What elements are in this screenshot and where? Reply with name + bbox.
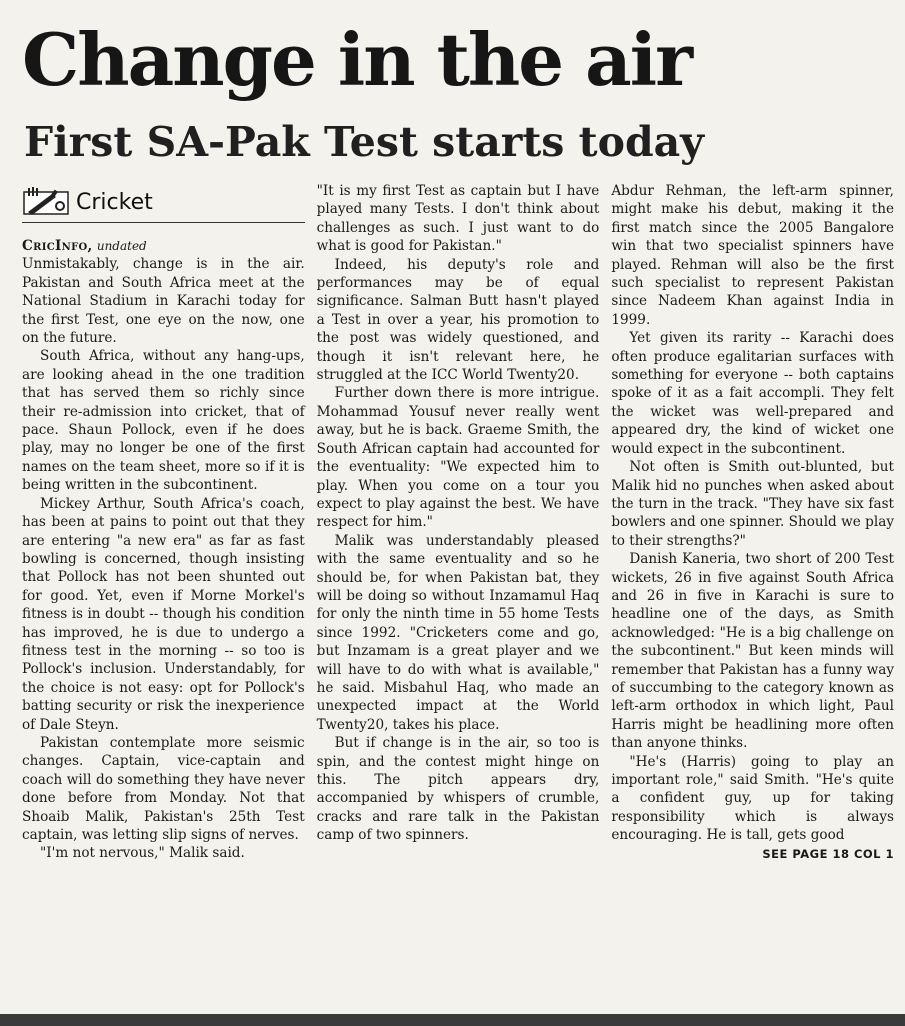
- paragraph: Abdur Rehman, the left-arm spinner, might make his debut, making it the first match since the 2005 Bangalore win that two specialist spinners have played. Rehman will also be the first such specialist to represent Pakistan since Nadeem Khan against India in 1999.: [611, 183, 895, 328]
- byline-dateline: undated: [96, 239, 147, 253]
- paragraph: Malik was understandably pleased with the same eventuality and so he should be, for when Pakistan bat, they will be doing so without Inzamamul Haq for only the ninth time in 55 home Tests since 1992. "Cricketers come and go, but Inzamam is a great player and we will have to do with what is available," he said. Misbahul Haq, who made an unexpected impact at the World Twenty20, takes his place.: [316, 532, 600, 733]
- paragraph: Mickey Arthur, South Africa's coach, has been at pains to point out that they are entering "a new era" as far as fast bowling is concerned, though insisting that Pollock has not been shunted out for good. Yet, even if Morne Morkel's fitness is in doubt -- though his condition has improved, he is due to undergo a fitness test in the morning -- so too is Pollock's inclusion. Understandably, for the choice is not easy: opt for Pollock's batting security or risk the inexperience of Dale Steyn.: [22, 495, 305, 733]
- subheadline: First SA-Pak Test starts today: [24, 118, 705, 166]
- paragraph: "It is my first Test as captain but I have played many Tests. I don't think about challenges as such. I just want to do what is good for Pakistan.": [316, 183, 600, 255]
- paragraph: Danish Kaneria, two short of 200 Test wickets, 26 in five against South Africa and 26 in five in Karachi is sure to headline one of the days, as Smith acknowledged: "He is a big challenge on the subcontinent." But keen minds will remember that Pakistan has a funny way of succumbing to the category known as left-arm orthodox in which light, Paul Harris might be headlining more often than anyone thinks.: [611, 551, 895, 752]
- cricket-bat-icon: [22, 186, 70, 218]
- paragraph: "He's (Harris) going to play an important role," said Smith. "He's quite a confident guy, up for taking responsibility which is always encouraging. He is tall, gets good: [611, 753, 895, 844]
- paragraph: Not often is Smith out-blunted, but Malik hid no punches when asked about the turn in the track. "They have six fast bowlers and one spinner. Should we play to their strengths?": [611, 459, 895, 549]
- section-header: [22, 182, 305, 223]
- byline-source: CricInfo,: [22, 238, 93, 254]
- section-label: Cricket: [76, 189, 153, 215]
- byline: [22, 237, 305, 255]
- page-edge-strip: [0, 1014, 905, 1026]
- headline: Change in the air: [22, 17, 692, 102]
- paragraph: Yet given its rarity -- Karachi does often produce egalitarian surfaces with something for everyone -- both captains spoke of it as a fait accompli. They felt the wicket was well-prepared and appeared dry, the kind of wicket one would expect in the subcontinent.: [611, 330, 895, 457]
- column-3: [611, 182, 894, 863]
- article-body: [22, 182, 894, 863]
- paragraph: But if change is in the air, so too is spin, and the contest might hinge on this. The pitch appears dry, accompanied by whispers of crumble, cracks and rare talk in the Pakistan camp of two spinners.: [316, 735, 600, 844]
- column-1: [22, 182, 305, 863]
- paragraph: "I'm not nervous," Malik said.: [40, 845, 245, 862]
- continued-on-link[interactable]: SEE PAGE 18 COL 1: [762, 846, 895, 861]
- column-2: [317, 182, 600, 863]
- paragraph: South Africa, without any hang-ups, are looking ahead in the one tradition that has served them so richly since their re-admission into cricket, that of pace. Shaun Pollock, even if he does play, may no longer be one of the first names on the team sheet, more so if it is being written in the subcontinent.: [22, 348, 305, 494]
- paragraph: Unmistakably, change is in the air. Pakistan and South Africa meet at the National Stadium in Karachi today for the first Test, one eye on the now, one on the future.: [22, 256, 305, 347]
- paragraph: Pakistan contemplate more seismic changes. Captain, vice-captain and coach will do something they have never done before from Monday. Not that Shoaib Malik, Pakistan's 25th Test captain, was letting slip signs of nerves.: [22, 734, 305, 843]
- paragraph: Further down there is more intrigue. Mohammad Yousuf never really went away, but he is back. Graeme Smith, the South African captain had accounted for the eventuality: "We expected him to play. When you come on a tour you expect to play against the best. We have respect for him.": [316, 385, 600, 531]
- paragraph: Indeed, his deputy's role and performances may be of equal significance. Salman Butt hasn't played a Test in over a year, his promotion to the post was widely questioned, and though it isn't relevant here, he struggled at the ICC World Twenty20.: [316, 256, 600, 384]
